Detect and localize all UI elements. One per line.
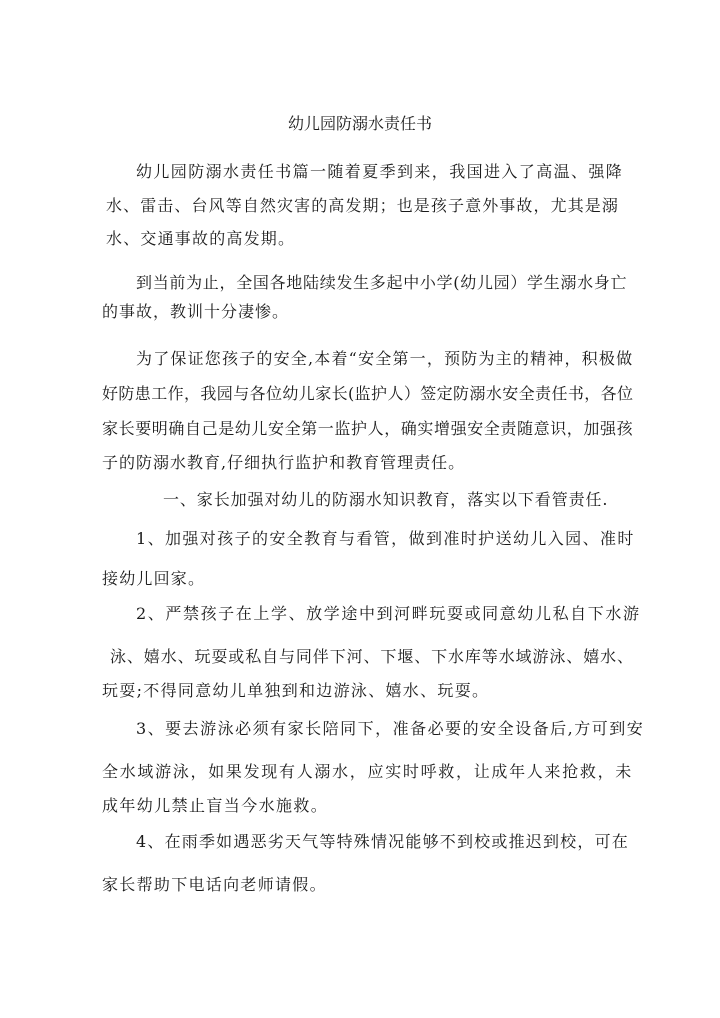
paragraph-line: 幼儿园防溺水责任书篇一随着夏季到来，我国进入了高温、强降 xyxy=(136,162,624,181)
list-item-line: 接幼儿回家。 xyxy=(102,569,206,588)
list-item-line: 泳、嬉水、玩耍或私自与同伴下河、下堰、下水库等水域游泳、嬉水、 xyxy=(110,647,634,666)
paragraph-line: 为了保证您孩子的安全,本着“安全第一，预防为主的精神，积极做 xyxy=(136,349,634,368)
list-item-line: 2、严禁孩子在上学、放学途中到河畔玩耍或同意幼儿私自下水游 xyxy=(136,604,641,623)
list-item-line: 家长帮助下电话向老师请假。 xyxy=(102,875,327,894)
list-item-line: 1、加强对孩子的安全教育与看管，做到准时护送幼儿入园、准时 xyxy=(136,529,635,548)
list-item-line: 全水域游泳，如果发现有人溺水，应实时呼救，让成年人来抢救，未 xyxy=(102,762,634,781)
document-title: 幼儿园防溺水责任书 xyxy=(287,114,432,133)
paragraph-line: 家长要明确自己是幼儿安全第一监护人，确实增强安全责随意识，加强孩 xyxy=(102,419,634,438)
paragraph-line: 水、交通事故的高发期。 xyxy=(106,229,296,248)
list-item-line: 4、在雨季如遇恶劣天气等特殊情况能够不到校或推迟到校，可在 xyxy=(136,832,629,851)
paragraph-line: 水、雷击、台风等自然灾害的高发期；也是孩子意外事故，尤其是溺 xyxy=(106,196,620,215)
paragraph-line: 到当前为止，全国各地陆续发生多起中小学(幼儿园）学生溺水身亡 xyxy=(136,273,628,292)
paragraph-line: 子的防溺水教育,仔细执行监护和教育管理责任。 xyxy=(102,453,466,472)
paragraph-line: 好防患工作，我园与各位幼儿家长(监护人）签定防溺水安全责任书，各位 xyxy=(102,384,634,403)
list-item-line: 玩耍;不得同意幼儿单独到和边游泳、嬉水、玩耍。 xyxy=(102,681,490,700)
list-item-line: 成年幼儿禁止盲当今水施救。 xyxy=(102,796,329,815)
section-heading: 一、家长加强对幼儿的防溺水知识教育，落实以下看管责任. xyxy=(163,490,609,509)
list-item-line: 3、要去游泳必须有家长陪同下，准备必要的安全设备后,方可到安 xyxy=(136,719,645,738)
paragraph-line: 的事故，教训十分凄惨。 xyxy=(102,302,290,321)
